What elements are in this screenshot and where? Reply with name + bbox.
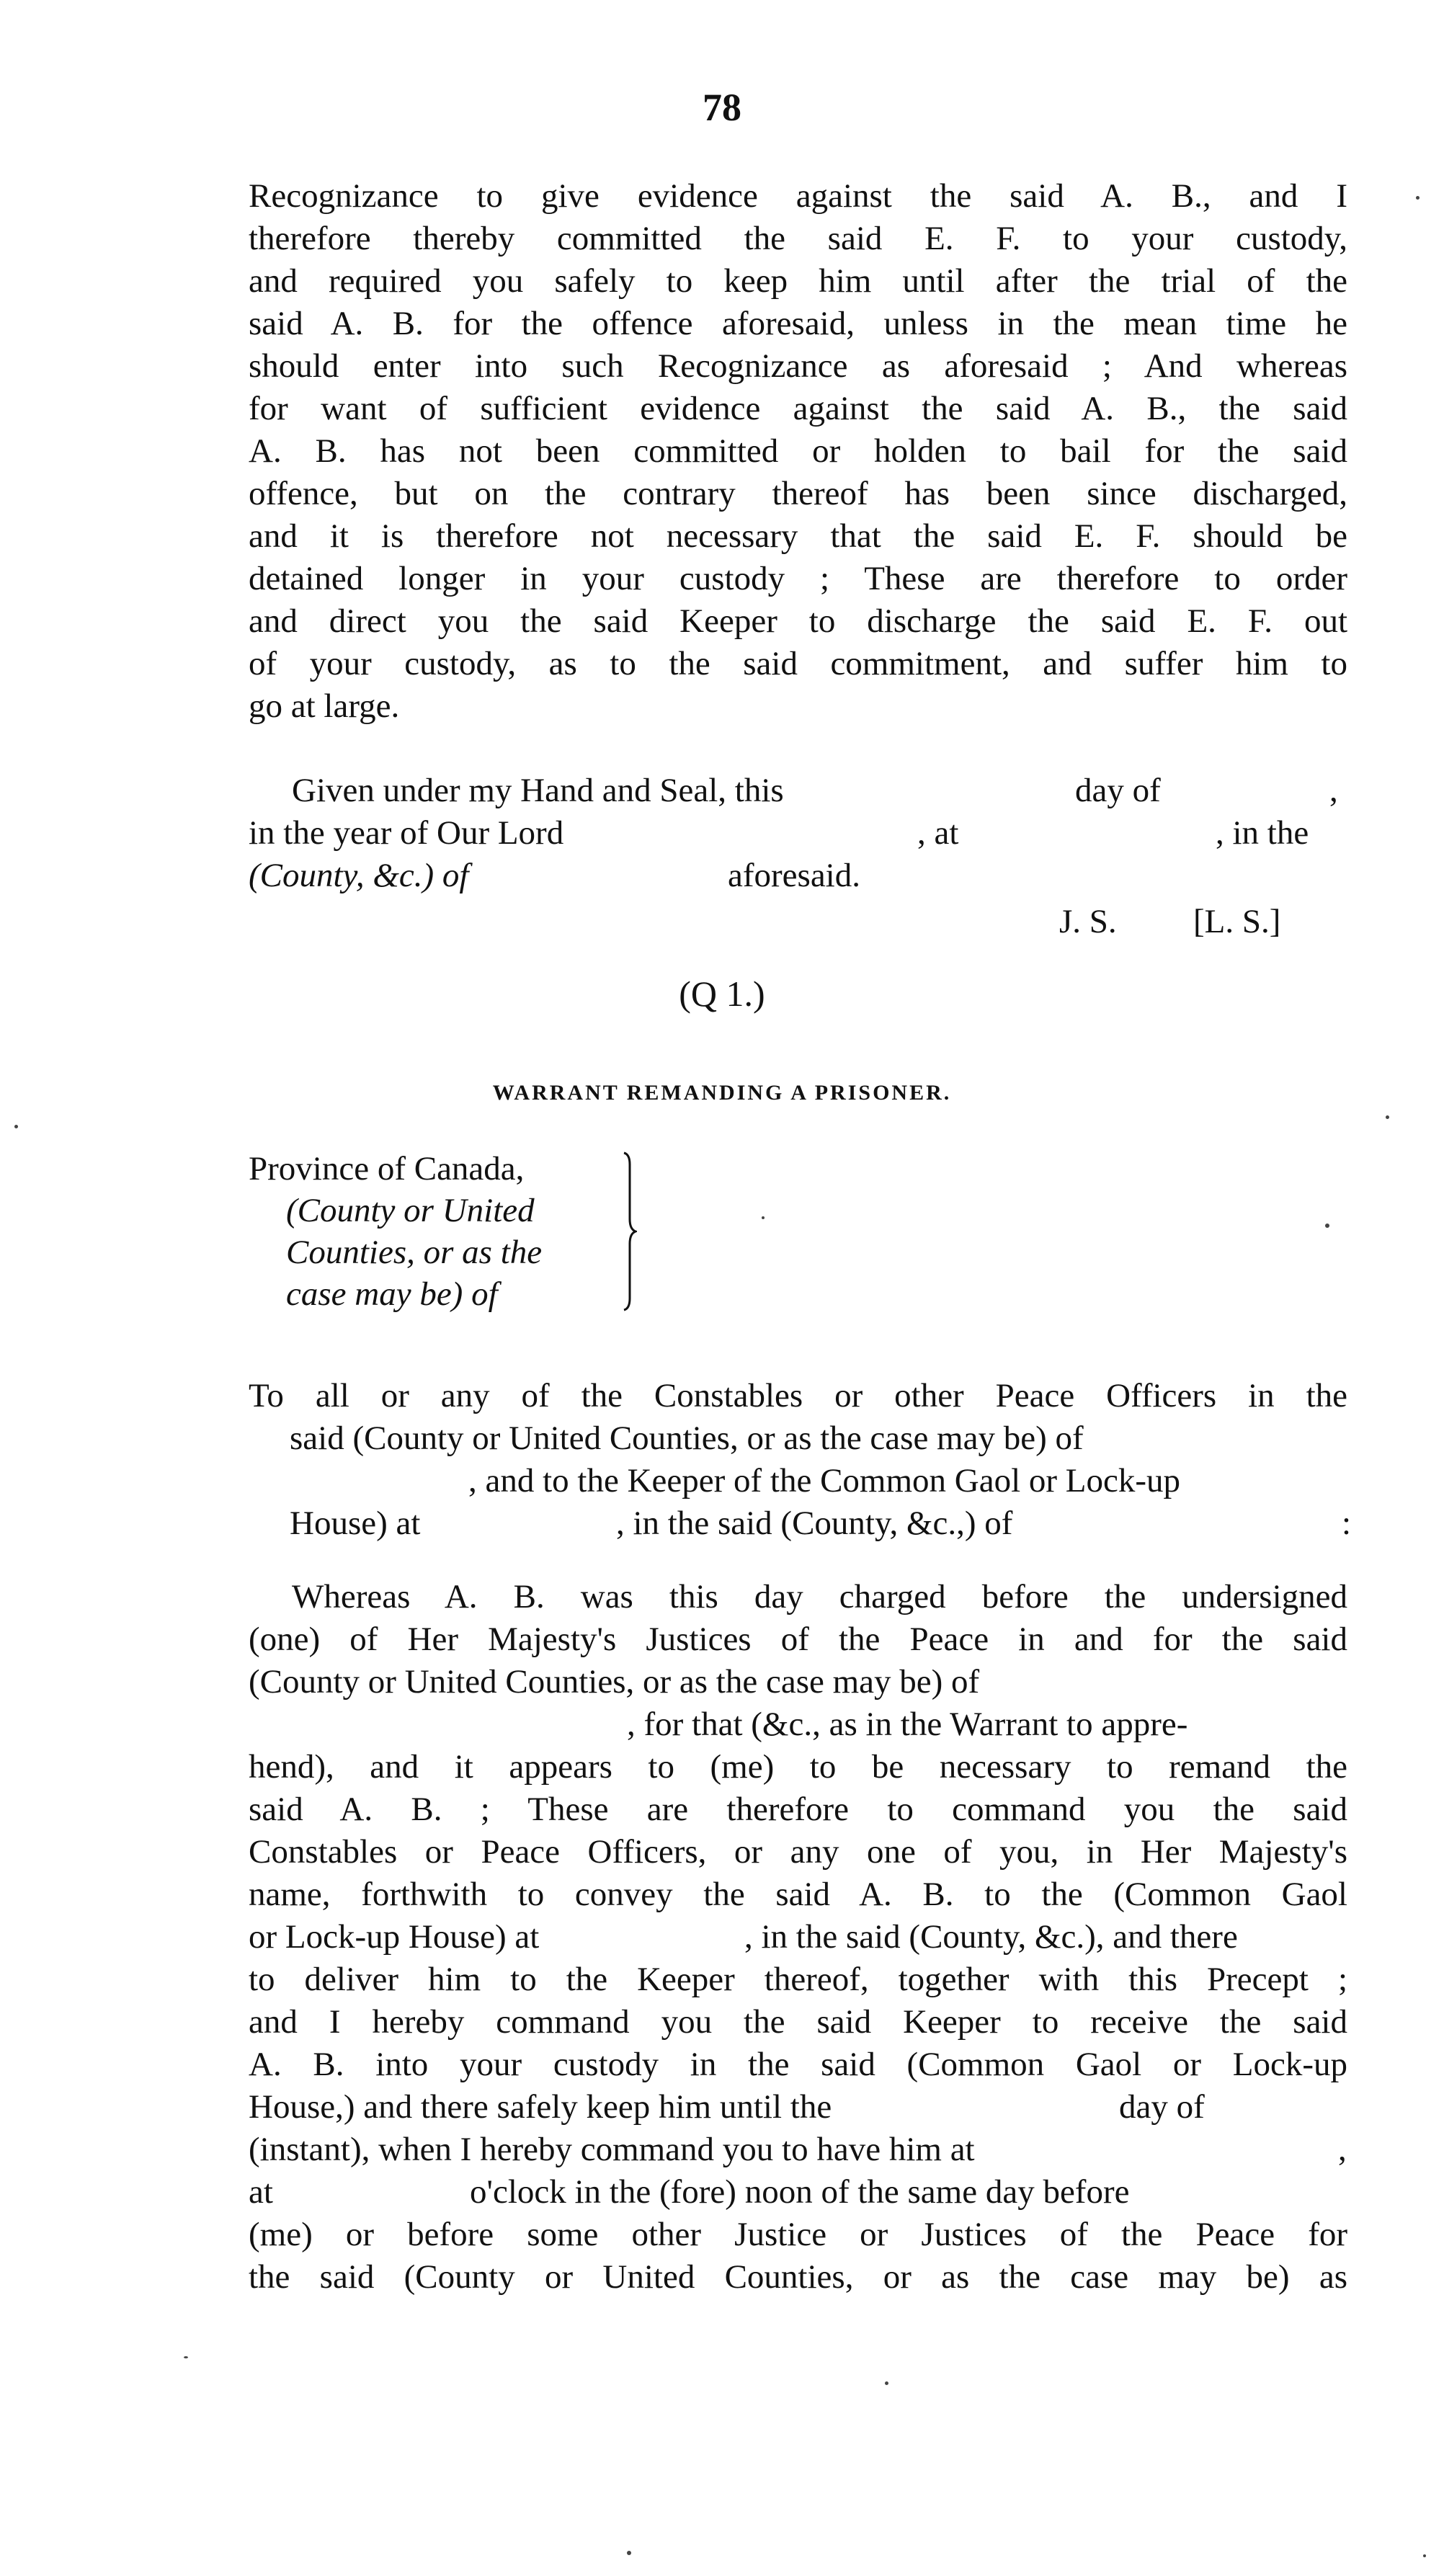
text-line: go at large. bbox=[249, 687, 400, 725]
text-line: and required you safely to keep him until after the trial of the bbox=[249, 262, 1347, 300]
warrant-gaol-at: or Lock-up House) at bbox=[249, 1918, 540, 1956]
given-line-2-start: in the year of Our Lord bbox=[249, 814, 564, 852]
text-line: name, forthwith to convey the said A. B. to the (Common Gaol bbox=[249, 1876, 1347, 1913]
scan-speck bbox=[1416, 196, 1420, 200]
scan-speck bbox=[1423, 2554, 1426, 2557]
seal-mark: [L. S.] bbox=[1193, 903, 1281, 940]
given-line-1-day-of: day of bbox=[1075, 772, 1161, 809]
venue-line: case may be) of bbox=[286, 1275, 498, 1313]
text-line: should enter into such Recognizance as aforesaid ; And whereas bbox=[249, 347, 1347, 385]
given-line-3-county: (County, &c.) of bbox=[249, 857, 469, 894]
given-line-2-at: , at bbox=[917, 814, 959, 852]
text-line: Recognizance to give evidence against the said A. B., and I bbox=[249, 177, 1347, 215]
venue-line: (County or United bbox=[286, 1192, 535, 1229]
section-label: (Q 1.) bbox=[679, 973, 765, 1014]
text-line: detained longer in your custody ; These are therefore to order bbox=[249, 560, 1347, 597]
text-line: (me) or before some other Justice or Justices of the Peace for bbox=[249, 2216, 1347, 2253]
page-number: 78 bbox=[703, 86, 741, 129]
address-keeper-line: , and to the Keeper of the Common Gaol or Lock-up bbox=[468, 1462, 1181, 1499]
text-line: said (County or United Counties, or as the case may be) of bbox=[290, 1420, 1084, 1457]
warrant-until-the: House,) and there safely keep him until the bbox=[249, 2088, 832, 2126]
warrant-instant: (instant), when I hereby command you to have him at bbox=[249, 2131, 975, 2168]
address-in-said: , in the said (County, &c.,) of bbox=[616, 1505, 1013, 1542]
text-line: and direct you the said Keeper to discharge the said E. F. out bbox=[249, 602, 1347, 640]
scan-speck bbox=[1386, 1115, 1389, 1119]
text-line: A. B. has not been committed or holden to bail for the said bbox=[249, 432, 1347, 470]
warrant-at: at bbox=[249, 2173, 273, 2211]
text-line: therefore thereby committed the said E. F. to your custody, bbox=[249, 220, 1347, 257]
warrant-day-of: day of bbox=[1119, 2088, 1205, 2126]
scan-speck bbox=[885, 2381, 888, 2385]
text-line: to deliver him to the Keeper thereof, together with this Precept ; bbox=[249, 1961, 1347, 1998]
text-line: A. B. into your custody in the said (Common Gaol or Lock-up bbox=[249, 2046, 1347, 2083]
text-line: Whereas A. B. was this day charged before the undersigned bbox=[292, 1578, 1347, 1615]
venue-block bbox=[249, 1148, 542, 1315]
given-line-2-in-the: , in the bbox=[1216, 814, 1309, 852]
text-line: the said (County or United Counties, or as the case may be) as bbox=[249, 2258, 1347, 2296]
section-title: WARRANT REMANDING A PRISONER. bbox=[492, 1081, 952, 1105]
address-paragraph bbox=[249, 1375, 1347, 1460]
scan-speck bbox=[1325, 1224, 1329, 1228]
given-line-1-comma: , bbox=[1329, 772, 1338, 809]
warrant-paragraph-top bbox=[249, 1576, 1347, 1703]
given-line-3-aforesaid: aforesaid. bbox=[728, 857, 860, 894]
text-line: (one) of Her Majesty's Justices of the Peace in and for the said bbox=[249, 1621, 1347, 1658]
text-line: for want of sufficient evidence against the said A. B., the said bbox=[249, 390, 1347, 427]
signature: J. S. bbox=[1059, 903, 1117, 940]
address-colon: : bbox=[1342, 1505, 1352, 1542]
scan-speck bbox=[627, 2551, 631, 2555]
venue-line: Province of Canada, bbox=[249, 1150, 525, 1187]
text-line: and it is therefore not necessary that the said E. F. should be bbox=[249, 517, 1347, 555]
text-line: Constables or Peace Officers, or any one of you, in Her Majesty's bbox=[249, 1833, 1347, 1871]
scan-speck bbox=[184, 2356, 188, 2358]
venue-line: Counties, or as the bbox=[286, 1234, 543, 1271]
warrant-for-that: , for that (&c., as in the Warrant to appre- bbox=[627, 1706, 1188, 1743]
continuation-paragraph bbox=[249, 175, 1347, 728]
warrant-paragraph-end bbox=[249, 2214, 1347, 2299]
text-line: hend), and it appears to (me) to be necessary to remand the bbox=[249, 1748, 1347, 1786]
text-line: of your custody, as to the said commitment, and suffer him to bbox=[249, 645, 1347, 682]
scan-speck bbox=[762, 1216, 765, 1219]
warrant-paragraph-middle bbox=[249, 1746, 1347, 1916]
text-line: said A. B. ; These are therefore to command you the said bbox=[249, 1791, 1347, 1828]
given-line-1-start: Given under my Hand and Seal, this bbox=[292, 772, 784, 809]
curly-brace bbox=[621, 1150, 637, 1313]
warrant-deliver-there: , in the said (County, &c.), and there bbox=[744, 1918, 1238, 1956]
text-line: and I hereby command you the said Keeper to receive the said bbox=[249, 2003, 1347, 2041]
text-line: said A. B. for the offence aforesaid, unless in the mean time he bbox=[249, 305, 1347, 342]
warrant-paragraph-lower bbox=[249, 1958, 1347, 2086]
warrant-comma: , bbox=[1338, 2131, 1347, 2168]
warrant-oclock: o'clock in the (fore) noon of the same day before bbox=[470, 2173, 1130, 2211]
scan-speck bbox=[14, 1125, 18, 1128]
text-line: offence, but on the contrary thereof has been since discharged, bbox=[249, 475, 1347, 512]
address-house-at: House) at bbox=[290, 1505, 421, 1542]
text-line: To all or any of the Constables or other Peace Officers in the bbox=[249, 1377, 1347, 1414]
text-line: (County or United Counties, or as the case may be) of bbox=[249, 1663, 980, 1701]
